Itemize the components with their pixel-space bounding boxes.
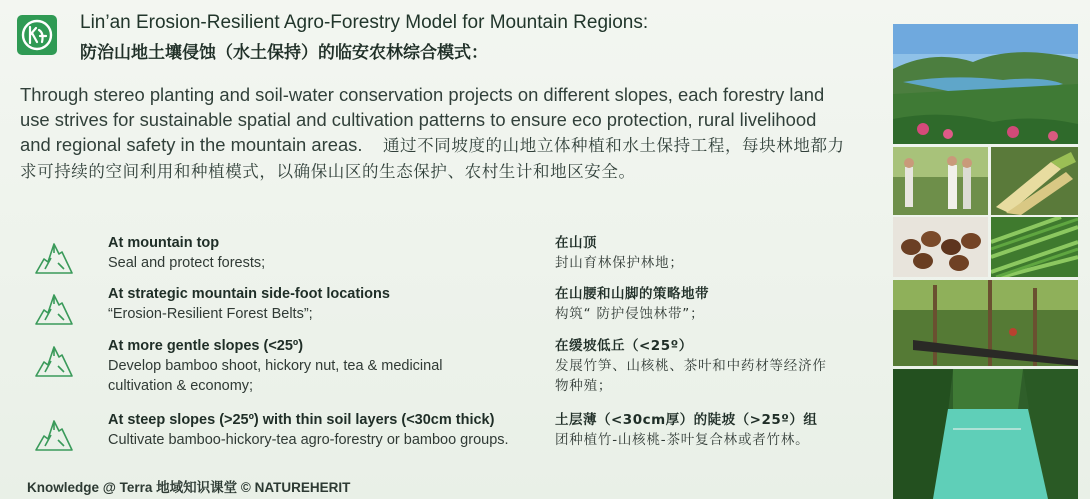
item-desc-en: “Erosion-Resilient Forest Belts”;	[108, 306, 313, 322]
intro-paragraph	[20, 82, 850, 184]
item-heading-zh: 在山顶	[555, 235, 597, 251]
tea-leaves-photo	[991, 217, 1078, 277]
title-english: Lin’an Erosion-Resilient Agro-Forestry Model for Mountain Regions:	[80, 12, 649, 33]
item-desc-zh: 团种植竹-山核桃-茶叶复合林或者竹林。	[555, 432, 810, 448]
lake-landscape-photo	[893, 24, 1078, 144]
mountain-outline-icon	[34, 342, 74, 378]
mountain-outline-icon	[34, 416, 74, 452]
item-heading-zh: 土层薄（<30cm厚）的陡坡（>25º）组	[555, 412, 818, 428]
item-desc-en: Develop bamboo shoot, hickory nut, tea & medicinal cultivation & economy;	[108, 358, 443, 394]
mountain-outline-icon	[34, 290, 74, 326]
people-in-forest-photo	[893, 147, 988, 215]
item-desc-zh: 构筑“ 防护侵蚀林带”；	[555, 306, 705, 322]
item-heading-en: At more gentle slopes (<25º)	[108, 338, 304, 354]
natureherit-logo-icon	[17, 15, 57, 55]
item-desc-en: Seal and protect forests;	[108, 255, 266, 271]
item-heading-zh: 在缓坡低丘（<25º）	[555, 338, 693, 354]
intro-chinese: 通过不同坡度的山地立体种植和水土保持工程，每块林地都力求可持续的空间利用和种植模式，以确保山区的生态保护、农村生计和地区安全。	[20, 136, 845, 181]
bamboo-shoots-photo	[991, 147, 1078, 215]
title-chinese: 防治山地土壤侵蚀（水土保持）的临安农林综合模式：	[80, 43, 488, 63]
item-desc-zh: 封山育林保护林地；	[555, 255, 684, 271]
item-heading-zh: 在山腰和山脚的策略地带	[555, 286, 709, 302]
item-heading-en: At steep slopes (>25º) with thin soil layers (<30cm thick)	[108, 412, 495, 428]
item-heading-en: At strategic mountain side-foot locations	[108, 286, 390, 302]
item-desc-en: Cultivate bamboo-hickory-tea agro-forestry or bamboo groups.	[108, 432, 509, 448]
hickory-nuts-photo	[893, 217, 988, 277]
item-heading-en: At mountain top	[108, 235, 220, 251]
intro-english: Through stereo planting and soil-water conservation projects on different slopes, each forestry land use strives for sustainable spatial and cultivation patterns to ensure eco protection, rural livelihood and regional safety in the mountain areas.	[20, 84, 825, 155]
footer-credit: Knowledge @ Terra 地域知识课堂 © NATUREHERIT	[27, 480, 351, 495]
forest-slope-photo	[893, 280, 1078, 366]
item-desc-zh: 发展竹笋、山核桃、茶叶和中药材等经济作物种殖；	[555, 358, 827, 394]
river-gorge-photo	[893, 369, 1078, 499]
mountain-outline-icon	[34, 239, 74, 275]
